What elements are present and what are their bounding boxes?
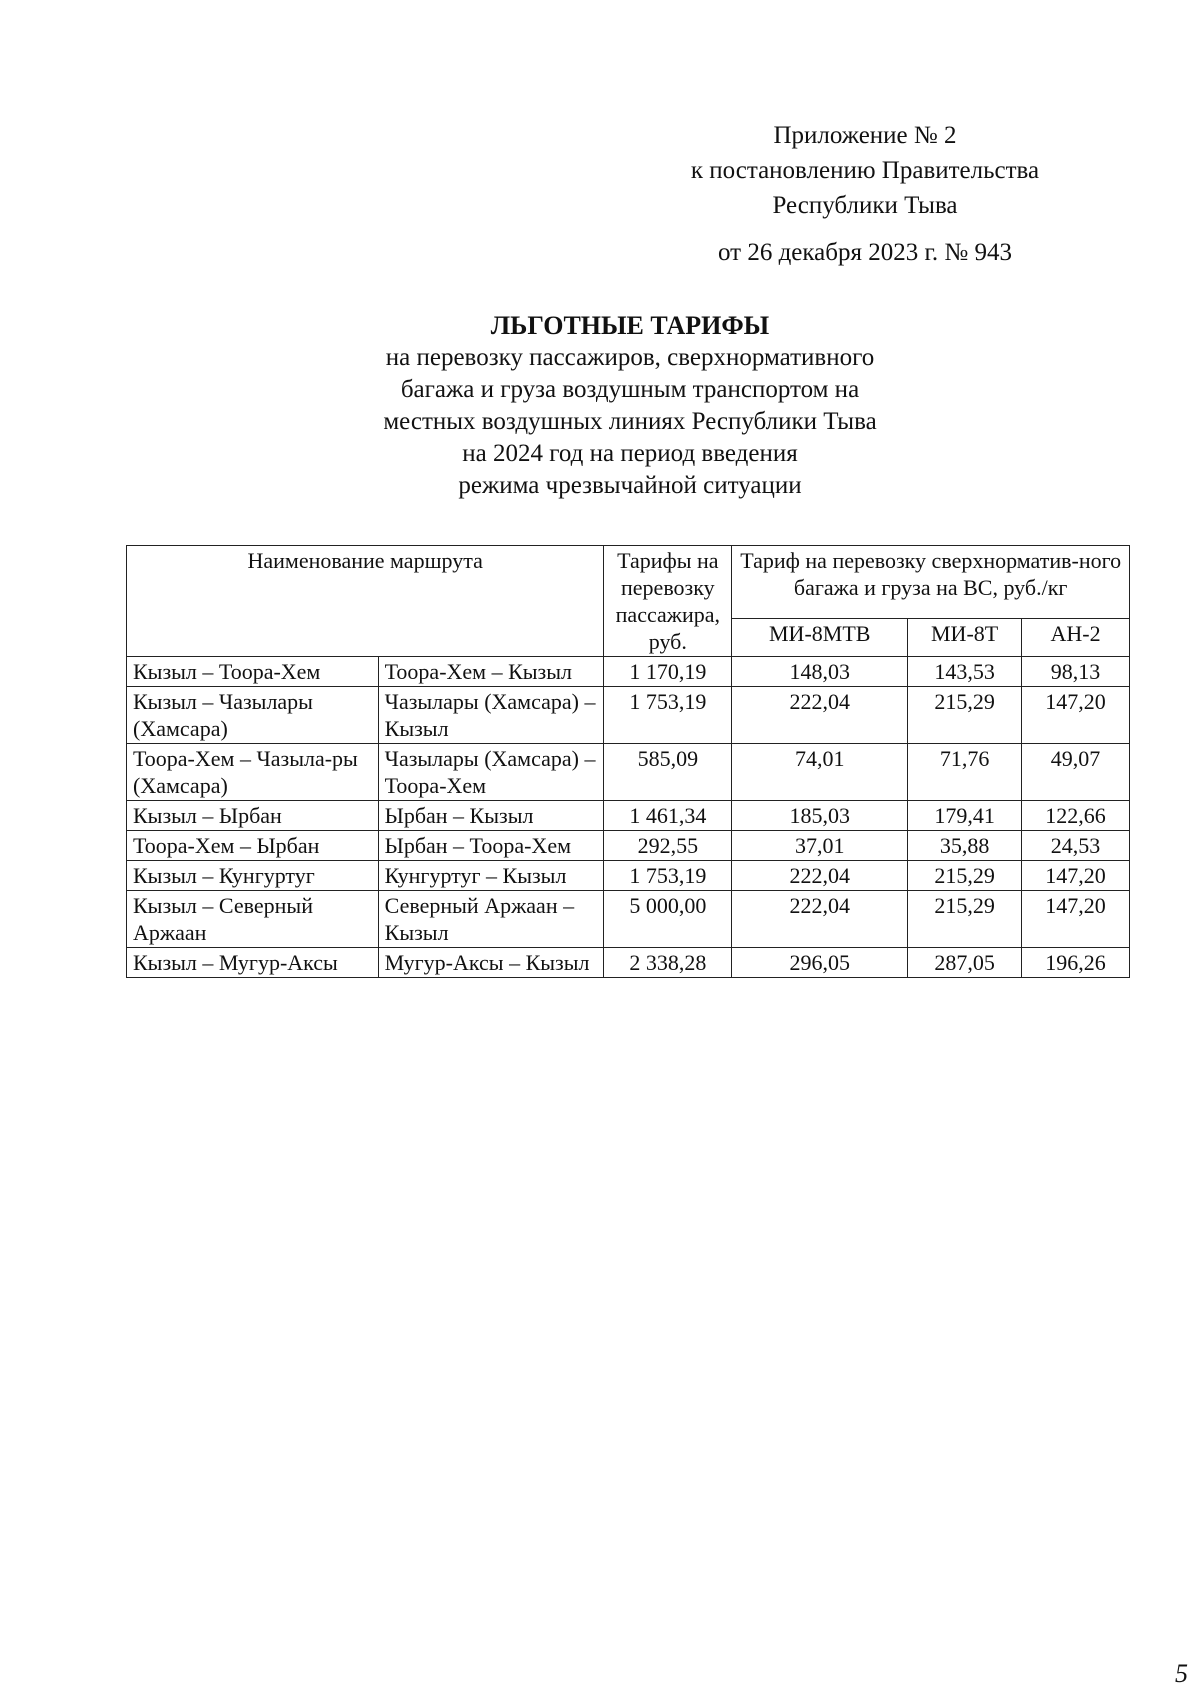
- header-cargo: Тариф на перевозку сверхнорматив-ного багажа и груза на ВС, руб./кг: [732, 546, 1130, 619]
- mi8t-tariff: 143,53: [908, 657, 1022, 687]
- passenger-tariff: 1 461,34: [604, 801, 732, 831]
- table-row: [127, 687, 1130, 744]
- table-row: [127, 948, 1130, 978]
- main-title: ЛЬГОТНЫЕ ТАРИФЫ: [490, 311, 770, 340]
- route-back: Ырбан – Кызыл: [378, 801, 604, 831]
- mi8t-tariff: 215,29: [908, 891, 1022, 948]
- header-mi8mtv: МИ-8МТВ: [732, 618, 908, 656]
- route-back: Северный Аржаан – Кызыл: [378, 891, 604, 948]
- route-back: Кунгуртуг – Кызыл: [378, 861, 604, 891]
- mi8t-tariff: 215,29: [908, 861, 1022, 891]
- mi8mtv-tariff: 185,03: [732, 801, 908, 831]
- mi8t-tariff: 35,88: [908, 831, 1022, 861]
- an2-tariff: 147,20: [1022, 687, 1130, 744]
- mi8mtv-tariff: 148,03: [732, 657, 908, 687]
- route-back: Чазылары (Хамсара) – Тоора-Хем: [378, 744, 604, 801]
- subtitle-line-1: на перевозку пассажиров, сверхнормативного: [385, 344, 875, 371]
- an2-tariff: 49,07: [1022, 744, 1130, 801]
- an2-tariff: 196,26: [1022, 948, 1130, 978]
- table-row: [127, 657, 1130, 687]
- header-route: Наименование маршрута: [127, 546, 604, 657]
- passenger-tariff: 292,55: [604, 831, 732, 861]
- passenger-tariff: 5 000,00: [604, 891, 732, 948]
- an2-tariff: 147,20: [1022, 861, 1130, 891]
- appendix-number: Приложение № 2: [773, 122, 957, 149]
- route-to: Кызыл – Мугур-Аксы: [127, 948, 379, 978]
- route-to: Кызыл – Ырбан: [127, 801, 379, 831]
- route-back: Тоора-Хем – Кызыл: [378, 657, 604, 687]
- table-row: [127, 831, 1130, 861]
- table-row: [127, 861, 1130, 891]
- mi8mtv-tariff: 74,01: [732, 744, 908, 801]
- route-back: Ырбан – Тоора-Хем: [378, 831, 604, 861]
- appendix-header: [615, 118, 1115, 270]
- subtitle-line-4: на 2024 год на период введения: [462, 440, 798, 467]
- mi8mtv-tariff: 296,05: [732, 948, 908, 978]
- passenger-tariff: 2 338,28: [604, 948, 732, 978]
- passenger-tariff: 1 753,19: [604, 687, 732, 744]
- table-row: [127, 744, 1130, 801]
- page-number-mark: 5: [1175, 1659, 1188, 1688]
- tariffs-table: [126, 545, 1130, 978]
- route-to: Кызыл – Тоора-Хем: [127, 657, 379, 687]
- table-row: [127, 891, 1130, 948]
- route-to: Кызыл – Чазылары (Хамсара): [127, 687, 379, 744]
- mi8t-tariff: 215,29: [908, 687, 1022, 744]
- passenger-tariff: 585,09: [604, 744, 732, 801]
- header-an2: АН-2: [1022, 618, 1130, 656]
- appendix-republic: Республики Тыва: [772, 192, 958, 219]
- subtitle-line-5: режима чрезвычайной ситуации: [458, 472, 802, 499]
- table-row: [127, 801, 1130, 831]
- passenger-tariff: 1 170,19: [604, 657, 732, 687]
- appendix-date: от 26 декабря 2023 г. № 943: [717, 239, 1013, 266]
- appendix-reference: к постановлению Правительства: [690, 157, 1040, 184]
- mi8mtv-tariff: 222,04: [732, 891, 908, 948]
- mi8mtv-tariff: 222,04: [732, 687, 908, 744]
- mi8mtv-tariff: 37,01: [732, 831, 908, 861]
- mi8t-tariff: 287,05: [908, 948, 1022, 978]
- subtitle-line-2: багажа и груза воздушным транспортом на: [400, 376, 860, 403]
- route-to: Тоора-Хем – Чазыла-ры (Хамсара): [127, 744, 379, 801]
- an2-tariff: 98,13: [1022, 657, 1130, 687]
- mi8t-tariff: 179,41: [908, 801, 1022, 831]
- route-to: Кызыл – Северный Аржаан: [127, 891, 379, 948]
- route-to: Кызыл – Кунгуртуг: [127, 861, 379, 891]
- header-passenger: Тарифы на перевозку пассажира, руб.: [604, 546, 732, 657]
- document-title: [300, 310, 960, 502]
- route-back: Мугур-Аксы – Кызыл: [378, 948, 604, 978]
- mi8t-tariff: 71,76: [908, 744, 1022, 801]
- an2-tariff: 147,20: [1022, 891, 1130, 948]
- route-back: Чазылары (Хамсара) – Кызыл: [378, 687, 604, 744]
- an2-tariff: 24,53: [1022, 831, 1130, 861]
- passenger-tariff: 1 753,19: [604, 861, 732, 891]
- mi8mtv-tariff: 222,04: [732, 861, 908, 891]
- an2-tariff: 122,66: [1022, 801, 1130, 831]
- route-to: Тоора-Хем – Ырбан: [127, 831, 379, 861]
- subtitle-line-3: местных воздушных линиях Республики Тыва: [383, 408, 877, 435]
- header-mi8t: МИ-8Т: [908, 618, 1022, 656]
